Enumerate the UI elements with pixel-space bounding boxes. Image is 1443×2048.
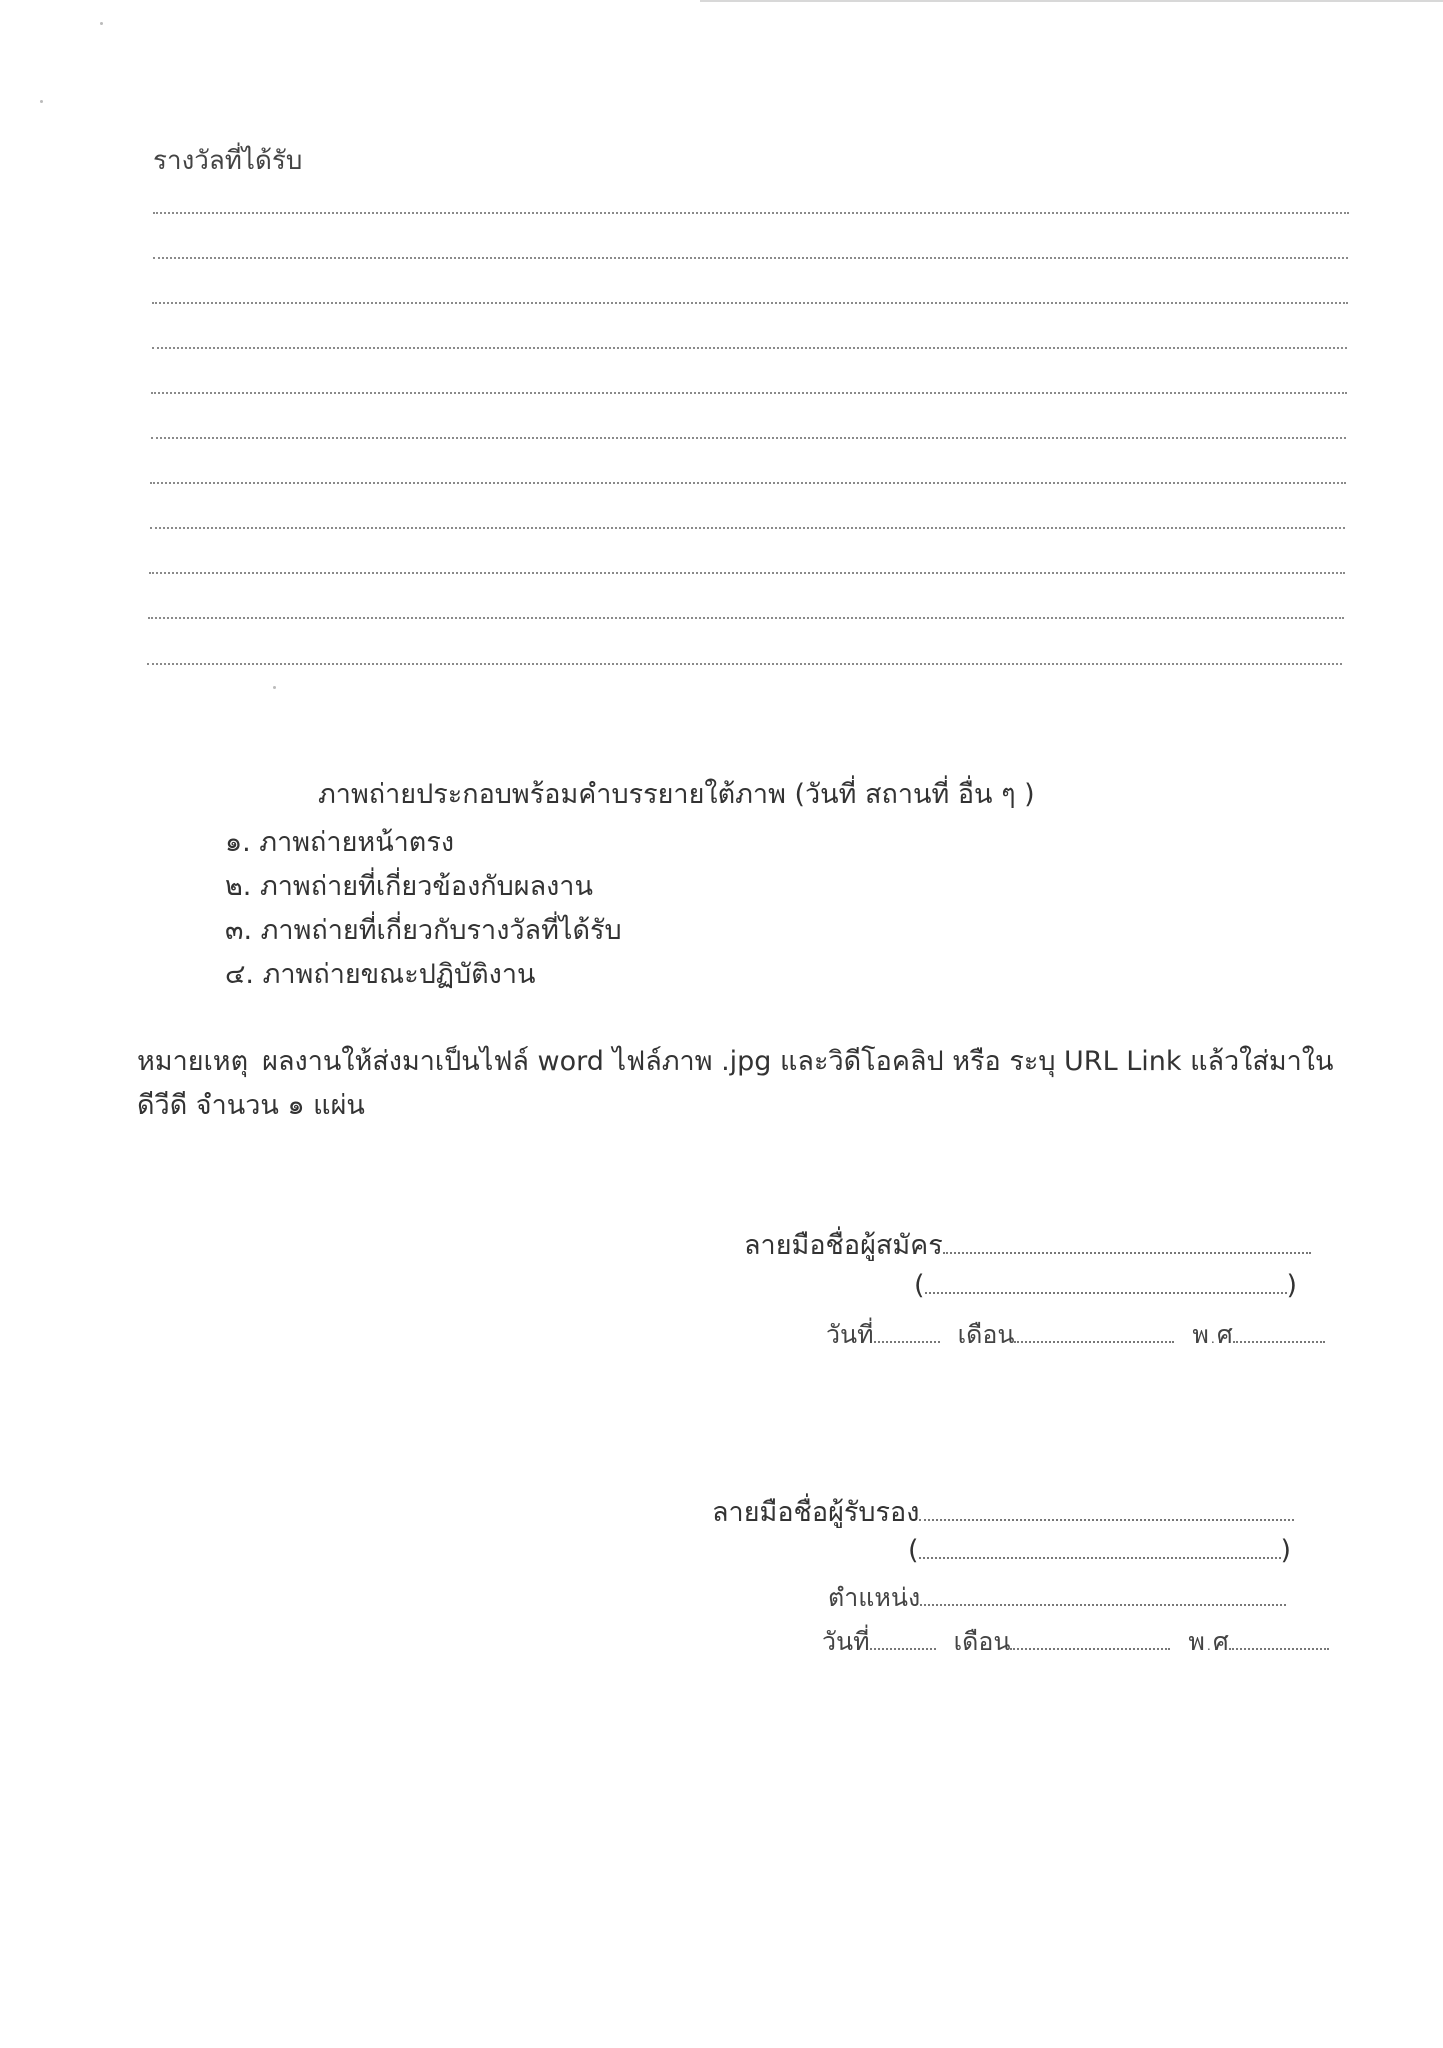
answer-dotted-line	[150, 482, 1346, 484]
certifier-signature-label: ลายมือชื่อผู้รับรอง	[712, 1497, 920, 1528]
answer-dotted-line	[152, 302, 1348, 304]
year-dotted-line[interactable]	[1229, 1626, 1329, 1650]
certifier-signature-row	[712, 1490, 1294, 1533]
note-paragraph	[137, 1040, 1337, 1128]
scan-speck	[273, 686, 276, 689]
applicant-signature-row	[744, 1223, 1311, 1266]
certifier-name-row	[908, 1535, 1291, 1566]
answer-dotted-line	[149, 572, 1345, 574]
answer-dotted-line	[148, 617, 1344, 619]
applicant-date-row	[826, 1315, 1325, 1355]
photo-list-item: ๓. ภาพถ่ายที่เกี่ยวกับรางวัลที่ได้รับ	[225, 915, 622, 946]
year-dotted-line[interactable]	[1233, 1319, 1325, 1343]
certifier-date-row	[822, 1622, 1329, 1662]
close-paren: )	[1280, 1535, 1292, 1566]
photo-list-item: ๑. ภาพถ่ายหน้าตรง	[225, 827, 455, 858]
day-dotted-line[interactable]	[874, 1319, 940, 1343]
month-dotted-line[interactable]	[1014, 1319, 1174, 1343]
signature-dotted-line[interactable]	[919, 1497, 1294, 1521]
note-text: ผลงานให้ส่งมาเป็นไฟล์ word ไฟล์ภาพ .jpg และวิดีโอคลิป หรือ ระบุ URL Link แล้วใส่มาในดีวีดี จำนวน ๑ แผ่น	[137, 1046, 1334, 1121]
certifier-position-row	[828, 1578, 1286, 1618]
month-dotted-line[interactable]	[1010, 1626, 1170, 1650]
answer-dotted-line	[151, 437, 1346, 439]
answer-dotted-line	[147, 663, 1342, 665]
year-label: พ.ศ	[1188, 1627, 1229, 1656]
scan-edge-line	[700, 0, 1443, 2]
open-paren: (	[908, 1535, 919, 1566]
name-dotted-line[interactable]	[919, 1535, 1281, 1559]
awards-label: รางวัลที่ได้รับ	[153, 146, 303, 176]
answer-dotted-line	[151, 392, 1347, 394]
scan-speck	[40, 100, 43, 103]
day-dotted-line[interactable]	[870, 1626, 936, 1650]
applicant-signature-label: ลายมือชื่อผู้สมัคร	[744, 1230, 943, 1261]
year-label: พ.ศ	[1192, 1320, 1233, 1349]
month-label: เดือน	[953, 1627, 1011, 1656]
close-paren: )	[1286, 1270, 1298, 1301]
photo-list-item: ๒. ภาพถ่ายที่เกี่ยวข้องกับผลงาน	[225, 871, 593, 902]
answer-dotted-line	[153, 212, 1349, 214]
answer-dotted-line	[153, 257, 1348, 259]
position-label: ตำแหน่ง	[828, 1583, 921, 1612]
answer-dotted-line	[150, 527, 1345, 529]
name-dotted-line[interactable]	[925, 1270, 1287, 1294]
signature-dotted-line[interactable]	[943, 1230, 1311, 1254]
note-label: หมายเหตุ	[137, 1046, 249, 1077]
open-paren: (	[914, 1270, 925, 1301]
applicant-name-row	[914, 1270, 1297, 1301]
photos-heading: ภาพถ่ายประกอบพร้อมคำบรรยายใต้ภาพ (วันที่ สถานที่ อื่น ๆ )	[318, 779, 1035, 810]
month-label: เดือน	[957, 1320, 1015, 1349]
date-label: วันที่	[822, 1627, 870, 1656]
answer-dotted-line	[152, 347, 1347, 349]
position-dotted-line[interactable]	[920, 1582, 1286, 1606]
date-label: วันที่	[826, 1320, 874, 1349]
scan-speck	[100, 22, 103, 25]
photo-list-item: ๔. ภาพถ่ายขณะปฏิบัติงาน	[225, 959, 536, 990]
